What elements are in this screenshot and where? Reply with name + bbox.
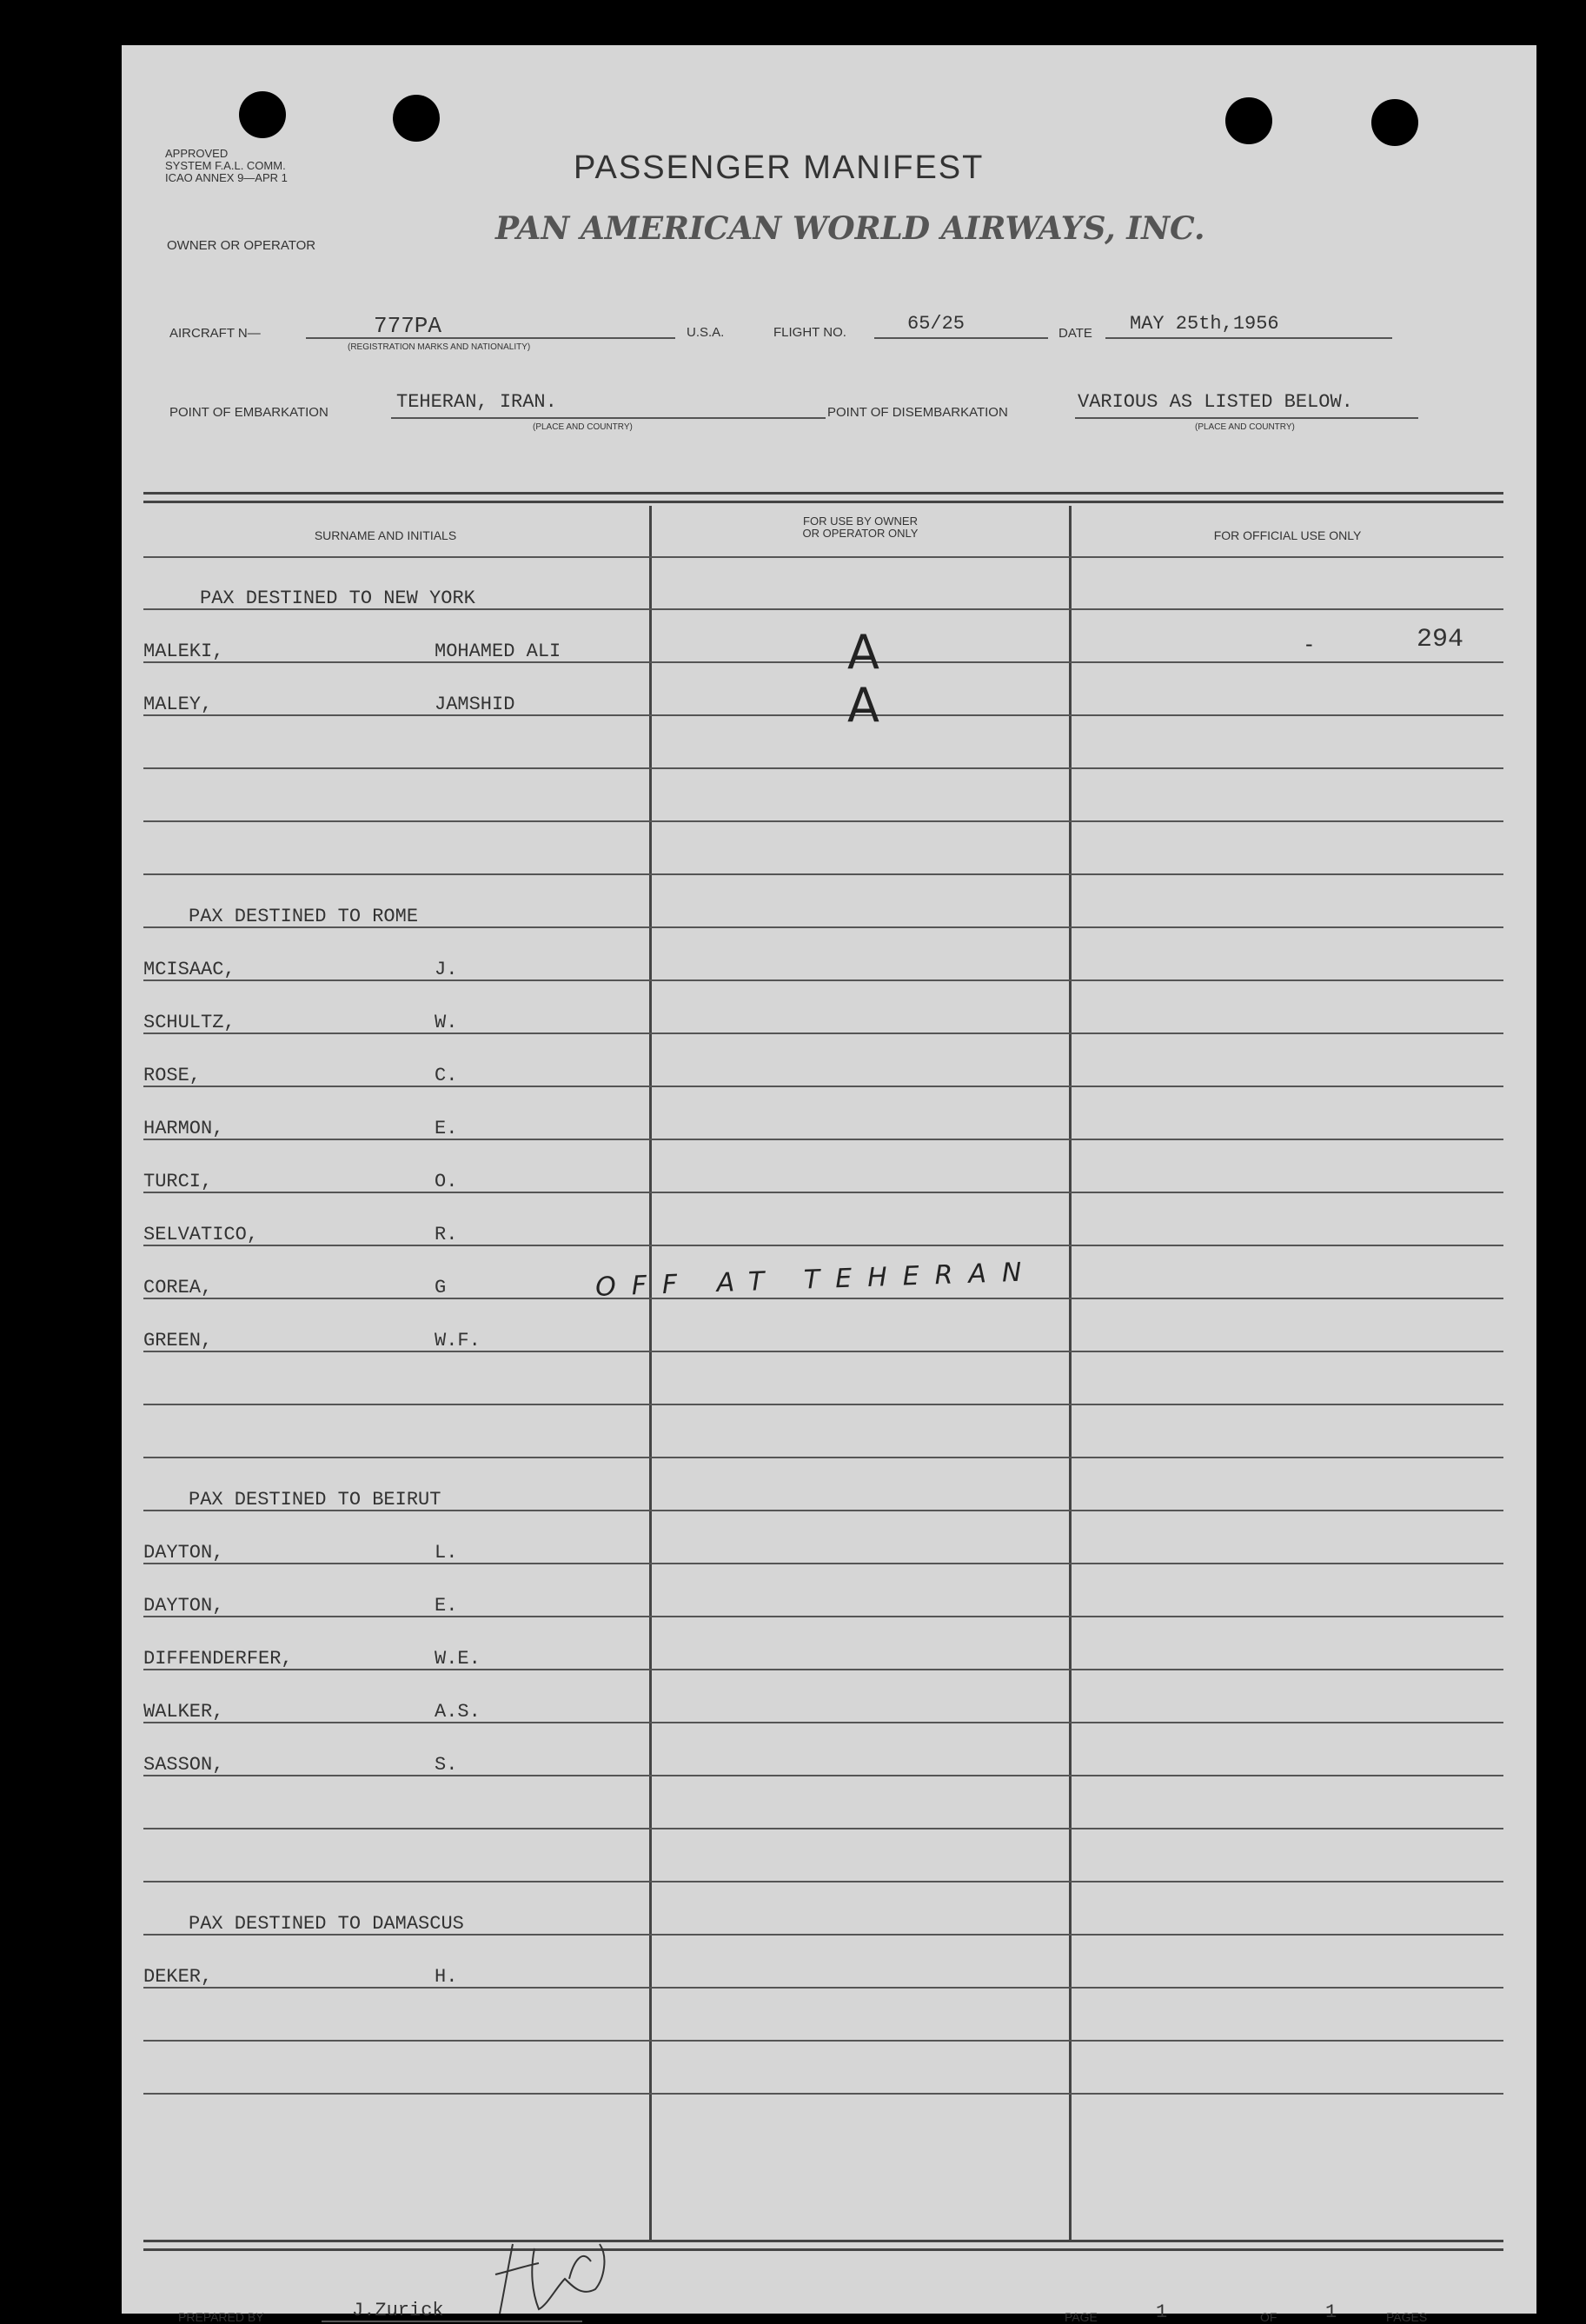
embark-underline (391, 417, 826, 419)
row-rule (143, 873, 1503, 875)
passenger-surname: DAYTON, (143, 1542, 224, 1564)
column-divider (649, 506, 652, 2240)
row-rule (143, 767, 1503, 769)
col2-header-line: OR OPERATOR ONLY (802, 527, 919, 540)
row-rule (143, 1828, 1503, 1829)
punch-hole (393, 95, 440, 142)
owner-label: OWNER OR OPERATOR (167, 238, 316, 253)
flight-value: 65/25 (907, 313, 966, 335)
passenger-surname: MALEY, (143, 694, 213, 715)
destination-heading: PAX DESTINED TO BEIRUT (189, 1489, 441, 1511)
row-rule (143, 1298, 1503, 1299)
punch-hole (239, 91, 286, 138)
col2-header (652, 515, 1069, 540)
pages-label: PAGES (1386, 2310, 1428, 2324)
passenger-initials: E. (435, 1118, 458, 1139)
passenger-surname: SELVATICO, (143, 1224, 259, 1245)
approval-line: SYSTEM F.A.L. COMM. (165, 159, 286, 172)
aircraft-label: AIRCRAFT N— (169, 326, 261, 341)
row-rule (143, 1033, 1503, 1034)
official-dash: - (1305, 632, 1313, 656)
usa-label: U.S.A. (687, 325, 725, 340)
flight-label: FLIGHT NO. (773, 325, 846, 340)
row-rule (143, 1245, 1503, 1246)
row-rule (143, 1987, 1503, 1989)
passenger-surname: MALEKI, (143, 641, 224, 662)
embark-label: POINT OF EMBARKATION (169, 405, 328, 420)
row-rule (143, 1616, 1503, 1617)
row-rule (143, 820, 1503, 822)
passenger-initials: A.S. (435, 1701, 481, 1723)
passenger-surname: DEKER, (143, 1966, 213, 1988)
passenger-surname: COREA, (143, 1277, 213, 1298)
passenger-initials: L. (435, 1542, 458, 1564)
row-rule (143, 1351, 1503, 1352)
of-label: OF (1260, 2310, 1277, 2324)
approval-notice (165, 148, 288, 184)
passenger-initials: MOHAMED ALI (435, 641, 561, 662)
passenger-surname: GREEN, (143, 1330, 213, 1351)
passenger-initials: W. (435, 1012, 458, 1033)
owner-value: PAN AMERICAN WORLD AIRWAYS, INC. (495, 210, 1205, 247)
row-rule (143, 1669, 1503, 1670)
table-top-rule (143, 492, 1503, 503)
passenger-surname: ROSE, (143, 1065, 202, 1086)
passenger-initials: O. (435, 1171, 458, 1192)
passenger-surname: DIFFENDERFER, (143, 1648, 293, 1670)
passenger-surname: DAYTON, (143, 1595, 224, 1617)
passenger-surname: HARMON, (143, 1118, 224, 1139)
page-title: PASSENGER MANIFEST (574, 149, 985, 186)
date-underline (1105, 337, 1392, 339)
operator-mark: A (847, 678, 879, 733)
passenger-initials: W.E. (435, 1648, 481, 1670)
disembark-label: POINT OF DISEMBARKATION (827, 405, 1008, 420)
passenger-initials: H. (435, 1966, 458, 1988)
row-rule (143, 714, 1503, 716)
disembark-sub: (PLACE AND COUNTRY) (1195, 422, 1295, 432)
destination-heading: PAX DESTINED TO ROME (189, 906, 419, 927)
aircraft-sub: (REGISTRATION MARKS AND NATIONALITY) (348, 342, 531, 352)
punch-hole (1225, 97, 1272, 144)
passenger-initials: W.F. (435, 1330, 481, 1351)
approval-line: APPROVED (165, 147, 229, 160)
table-bottom-rule (143, 2240, 1503, 2251)
passenger-initials: R. (435, 1224, 458, 1245)
row-rule (143, 2040, 1503, 2042)
manifest-page (122, 45, 1536, 2324)
date-label: DATE (1058, 326, 1092, 341)
passenger-initials: E. (435, 1595, 458, 1617)
row-rule (143, 1881, 1503, 1882)
passenger-initials: C. (435, 1065, 458, 1086)
col3-header: FOR OFFICIAL USE ONLY (1213, 528, 1362, 542)
prepared-label: PREPARED BY (178, 2310, 264, 2324)
signature (487, 2227, 643, 2322)
row-rule (143, 1457, 1503, 1458)
row-rule (143, 1563, 1503, 1564)
row-rule (143, 1086, 1503, 1087)
approval-line: ICAO ANNEX 9—APR 1 (165, 171, 288, 184)
col1-header: SURNAME AND INITIALS (314, 528, 457, 542)
official-value: 294 (1417, 625, 1464, 654)
disembark-value: VARIOUS AS LISTED BELOW. (1078, 391, 1353, 413)
header-rule (143, 556, 1503, 558)
disembark-underline (1075, 417, 1418, 419)
row-rule (143, 1192, 1503, 1193)
row-rule (143, 1404, 1503, 1405)
col2-header-line: FOR USE BY OWNER (803, 515, 918, 528)
destination-heading: PAX DESTINED TO NEW YORK (200, 588, 475, 609)
flight-underline (874, 337, 1048, 339)
row-rule (143, 1722, 1503, 1723)
passenger-initials: S. (435, 1754, 458, 1776)
row-rule (143, 2093, 1503, 2095)
handwritten-note: OFF AT TEHERAN (594, 1257, 1038, 1303)
prepared-value: J.Zurick (352, 2300, 444, 2321)
passenger-initials: J. (435, 959, 458, 980)
passenger-surname: SCHULTZ, (143, 1012, 236, 1033)
passenger-surname: TURCI, (143, 1171, 213, 1192)
operator-mark: A (847, 625, 879, 680)
passenger-initials: G (435, 1277, 447, 1298)
row-rule (143, 1139, 1503, 1140)
row-rule (143, 1775, 1503, 1776)
passenger-surname: SASSON, (143, 1754, 224, 1776)
aircraft-value: 777PA (374, 313, 442, 339)
date-value: MAY 25th,1956 (1130, 313, 1279, 335)
passenger-initials: JAMSHID (435, 694, 515, 715)
row-rule (143, 979, 1503, 981)
embark-sub: (PLACE AND COUNTRY) (533, 422, 633, 432)
column-divider (1069, 506, 1072, 2240)
page-label: PAGE (1065, 2310, 1098, 2324)
of-value: 1 (1325, 2301, 1337, 2323)
passenger-surname: WALKER, (143, 1701, 224, 1723)
embark-value: TEHERAN, IRAN. (396, 391, 557, 413)
destination-heading: PAX DESTINED TO DAMASCUS (189, 1913, 464, 1935)
passenger-surname: MCISAAC, (143, 959, 236, 980)
row-rule (143, 661, 1503, 663)
page-value: 1 (1156, 2301, 1168, 2323)
punch-hole (1371, 99, 1418, 146)
aircraft-underline (306, 337, 675, 339)
